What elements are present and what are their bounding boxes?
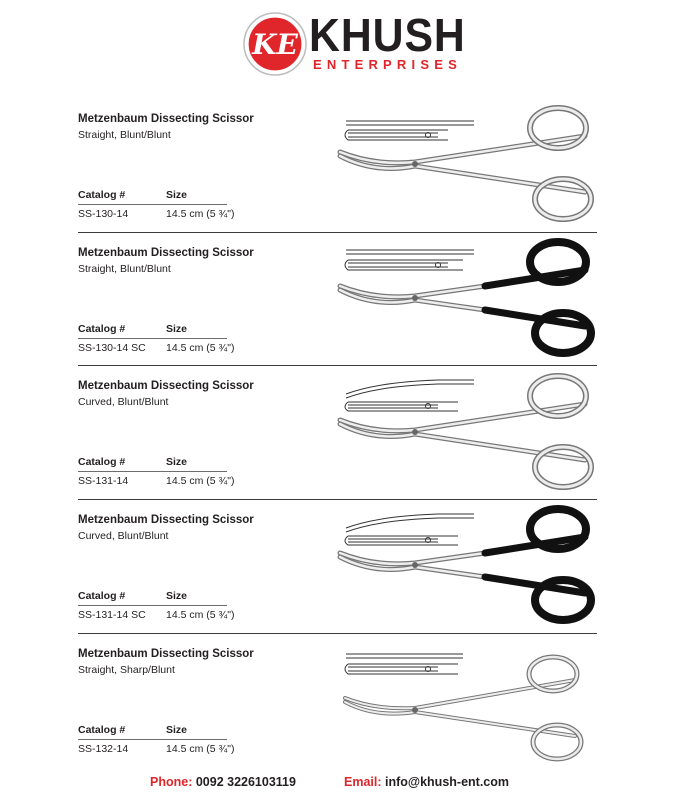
product-title: Metzenbaum Dissecting Scissor [78,113,254,125]
brand-tagline: ENTERPRISES [313,57,462,72]
phone-label: Phone: [150,775,193,789]
product-subtitle: Straight, Blunt/Blunt [78,263,171,275]
header-rule [78,471,227,472]
scissor-image [335,650,595,770]
email-contact [344,775,509,789]
product-subtitle: Curved, Blunt/Blunt [78,530,169,542]
size-header: Size [166,590,188,602]
header-rule [78,605,227,606]
scissor-image [335,104,595,224]
contact-footer [0,775,689,793]
brand-logo-icon [243,12,307,76]
size-value: 14.5 cm (5 ¾") [166,208,235,220]
catalog-header: Catalog # [78,456,126,468]
scissor-image [335,505,595,625]
email-address: info@khush-ent.com [385,775,509,789]
product-subtitle: Curved, Blunt/Blunt [78,396,169,408]
catalog-number: SS-130-14 [78,208,129,220]
size-header: Size [166,323,188,335]
scissor-image [335,372,595,492]
product-title: Metzenbaum Dissecting Scissor [78,247,254,259]
catalog-number: SS-130-14 SC [78,342,146,354]
divider [78,365,597,366]
catalog-number: SS-131-14 SC [78,609,146,621]
header-rule [78,338,227,339]
divider [78,232,597,233]
phone-number: 0092 3226103119 [195,775,296,789]
catalog-header: Catalog # [78,323,126,335]
divider [78,499,597,500]
product-subtitle: Straight, Blunt/Blunt [78,129,171,141]
scissor-image [335,238,595,358]
brand-monogram: KE [252,28,298,61]
size-value: 14.5 cm (5 ¾") [166,609,235,621]
size-value: 14.5 cm (5 ¾") [166,475,235,487]
catalog-header: Catalog # [78,590,126,602]
divider [78,633,597,634]
product-title: Metzenbaum Dissecting Scissor [78,514,254,526]
size-header: Size [166,456,188,468]
phone-contact [150,775,296,789]
header-rule [78,204,227,205]
email-label: Email: [344,775,382,789]
header-rule [78,739,227,740]
size-value: 14.5 cm (5 ¾") [166,342,235,354]
product-subtitle: Straight, Sharp/Blunt [78,664,175,676]
brand-header [0,0,689,90]
size-value: 14.5 cm (5 ¾") [166,743,235,755]
brand-name: KHUSH [309,9,466,61]
catalog-number: SS-132-14 [78,743,129,755]
catalog-header: Catalog # [78,724,126,736]
product-title: Metzenbaum Dissecting Scissor [78,380,254,392]
size-header: Size [166,724,188,736]
catalog-header: Catalog # [78,189,126,201]
size-header: Size [166,189,188,201]
product-title: Metzenbaum Dissecting Scissor [78,648,254,660]
catalog-number: SS-131-14 [78,475,129,487]
